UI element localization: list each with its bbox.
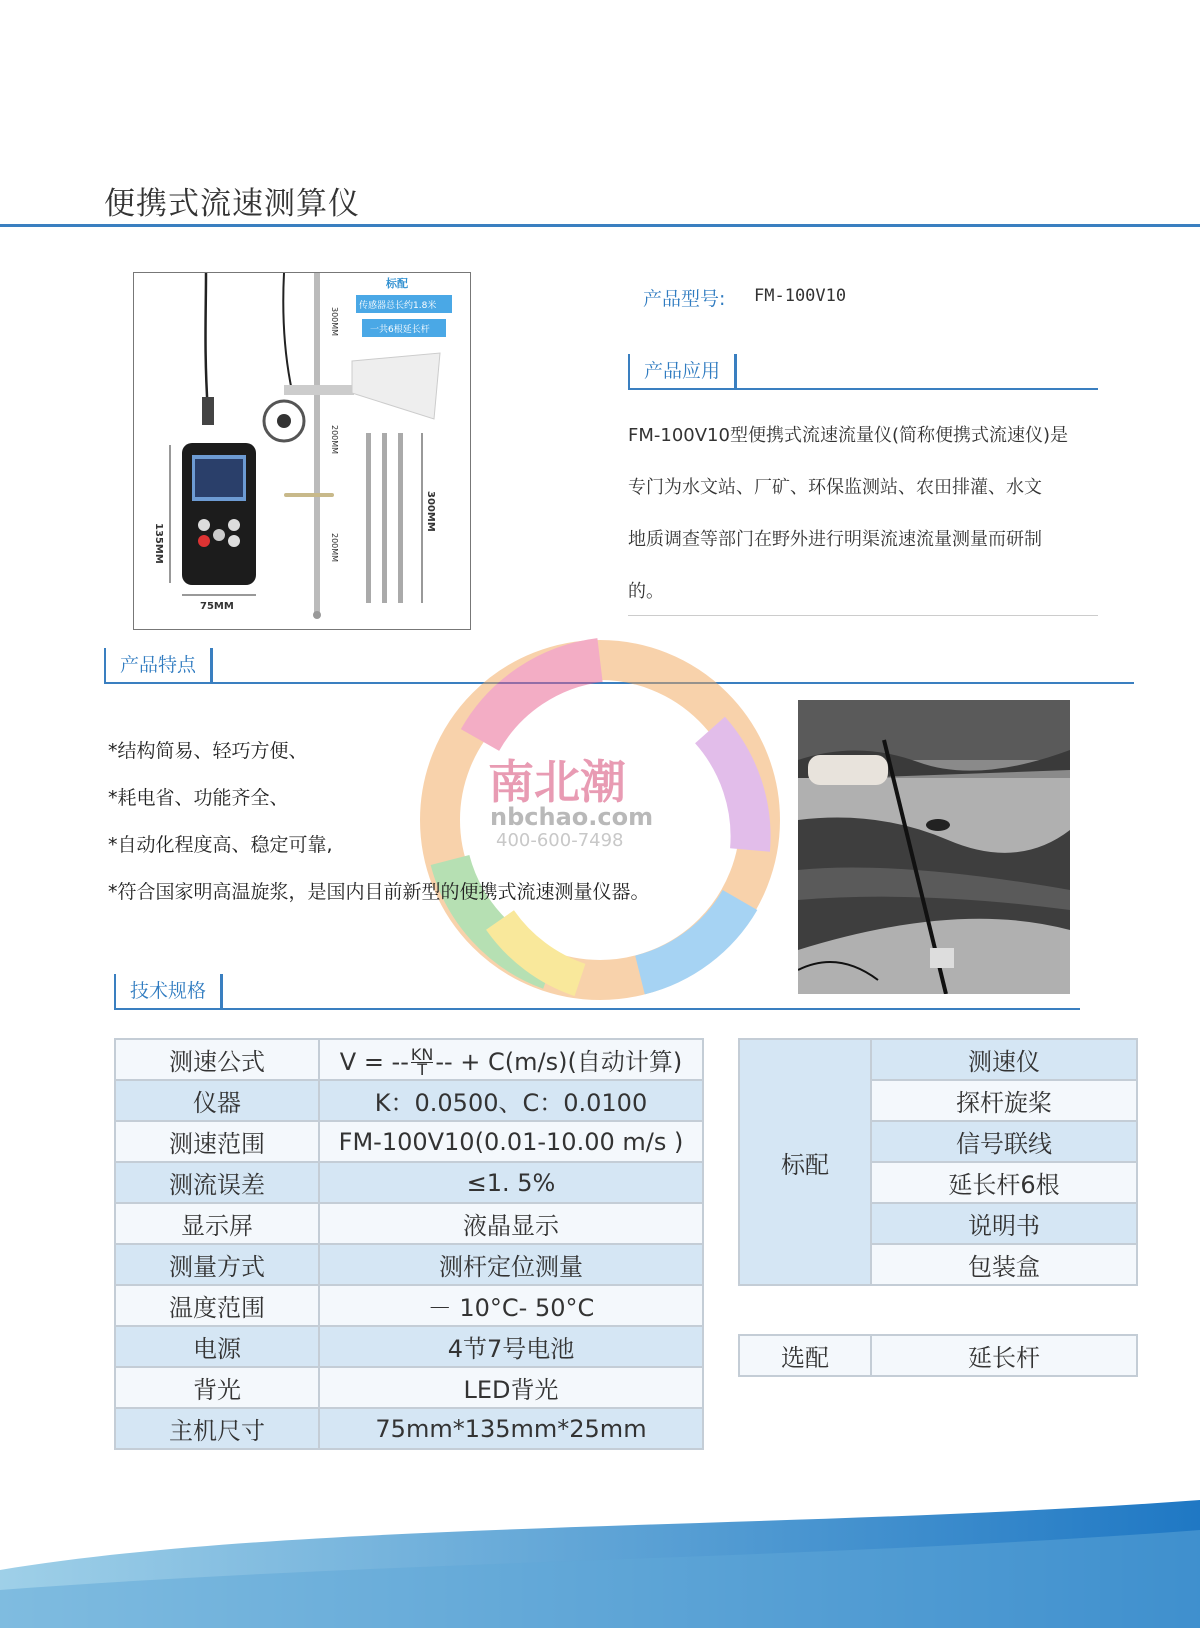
spec-key: 电源 [115, 1326, 319, 1367]
feature-item: *自动化程度高、稳定可靠, [108, 834, 333, 856]
spec-value: FM-100V10(0.01-10.00 m/s ) [319, 1121, 703, 1162]
standard-config-table [738, 1038, 1138, 1286]
spec-key: 主机尺寸 [115, 1408, 319, 1449]
spec-key: 测速公式 [115, 1039, 319, 1080]
application-line: 专门为水文站、厂矿、环保监测站、农田排灌、水文 [628, 477, 1042, 498]
spec-value: 测杆定位测量 [319, 1244, 703, 1285]
standard-label: 标配 [739, 1039, 871, 1285]
standard-item: 说明书 [871, 1203, 1137, 1244]
dim-200-bottom-label: 200MM [330, 533, 339, 563]
feature-item: *耗电省、功能齐全、 [108, 787, 289, 809]
model-value: FM-100V10 [754, 286, 847, 306]
formula-prefix: V = -- [339, 1047, 409, 1076]
application-line: 地质调查等部门在野外进行明渠流速流量测量而研制 [628, 529, 1042, 550]
product-photo [133, 272, 471, 630]
table-row [739, 1335, 1137, 1376]
spec-key: 测流误差 [115, 1162, 319, 1203]
spec-key: 测量方式 [115, 1244, 319, 1285]
table-row [115, 1121, 703, 1162]
formula-numerator: KN [410, 1045, 434, 1065]
table-row [115, 1367, 703, 1408]
spec-key: 显示屏 [115, 1203, 319, 1244]
table-row [115, 1080, 703, 1121]
model-label: 产品型号: [643, 288, 726, 310]
feature-item: *符合国家明高温旋浆，是国内目前新型的便携式流速测量仪器。 [108, 881, 650, 903]
section-tab-specs: 技术规格 [114, 974, 223, 1008]
page-title: 便携式流速测算仪 [104, 186, 360, 222]
application-line: 的。 [628, 581, 664, 602]
title-divider [0, 224, 1200, 227]
dim-135-label: 135MM [153, 523, 164, 564]
watermark-domain: nbchao.com [490, 803, 654, 831]
optional-config-table [738, 1334, 1138, 1377]
spec-value: LED背光 [319, 1367, 703, 1408]
spec-value-formula [319, 1039, 703, 1080]
table-row [115, 1203, 703, 1244]
formula-suffix: -- + C(m/s)(自动计算) [435, 1047, 683, 1076]
badge-line-2: 一共6根延长杆 [370, 325, 430, 335]
spec-value: 液晶显示 [319, 1203, 703, 1244]
spec-key: 仪器 [115, 1080, 319, 1121]
table-row [115, 1039, 703, 1080]
feature-item: *结构简易、轻巧方便、 [108, 740, 308, 762]
spec-value: 4节7号电池 [319, 1326, 703, 1367]
standard-item: 探杆旋桨 [871, 1080, 1137, 1121]
section-tab-features: 产品特点 [104, 648, 213, 682]
badge-line-1: 传感器总长约1.8米 [359, 301, 437, 311]
spec-key: 背光 [115, 1367, 319, 1408]
features-divider [104, 682, 1134, 684]
dim-75-label: 75MM [200, 601, 234, 612]
optional-label: 选配 [739, 1335, 871, 1376]
watermark-cn: 南北潮 [488, 755, 626, 809]
standard-item: 延长杆6根 [871, 1162, 1137, 1203]
watermark-phone: 400-600-7498 [496, 830, 624, 851]
spec-key: 测速范围 [115, 1121, 319, 1162]
application-line: FM-100V10型便携式流速流量仪(简称便携式流速仪)是 [628, 425, 1068, 446]
spec-value: 75mm*135mm*25mm [319, 1408, 703, 1449]
dim-300-right-label: 300MM [425, 491, 436, 532]
formula-denominator: T [411, 1062, 433, 1077]
table-row [115, 1326, 703, 1367]
footer-wave [0, 1490, 1200, 1628]
spec-key: 温度范围 [115, 1285, 319, 1326]
field-usage-photo [798, 700, 1070, 994]
dim-200-mid-label: 200MM [330, 425, 339, 455]
spec-value: K：0.0500、C：0.0100 [319, 1080, 703, 1121]
application-divider [628, 388, 1098, 390]
table-row [739, 1039, 1137, 1080]
spec-value: － 10°C- 50°C [319, 1285, 703, 1326]
application-text [628, 410, 1108, 618]
standard-item: 测速仪 [871, 1039, 1137, 1080]
features-list [108, 728, 650, 916]
table-row [115, 1244, 703, 1285]
badge-title: 标配 [386, 277, 408, 290]
dim-300-top-label: 300MM [330, 307, 339, 337]
section-tab-application: 产品应用 [628, 354, 737, 388]
specs-divider [114, 1008, 1080, 1010]
spec-table [114, 1038, 704, 1450]
spec-value: ≤1. 5% [319, 1162, 703, 1203]
table-row [115, 1408, 703, 1449]
formula-fraction [410, 1045, 434, 1080]
standard-item: 信号联线 [871, 1121, 1137, 1162]
standard-item: 包装盒 [871, 1244, 1137, 1285]
optional-item: 延长杆 [871, 1335, 1137, 1376]
table-row [115, 1285, 703, 1326]
table-row [115, 1162, 703, 1203]
application-bottom-rule [628, 615, 1098, 616]
